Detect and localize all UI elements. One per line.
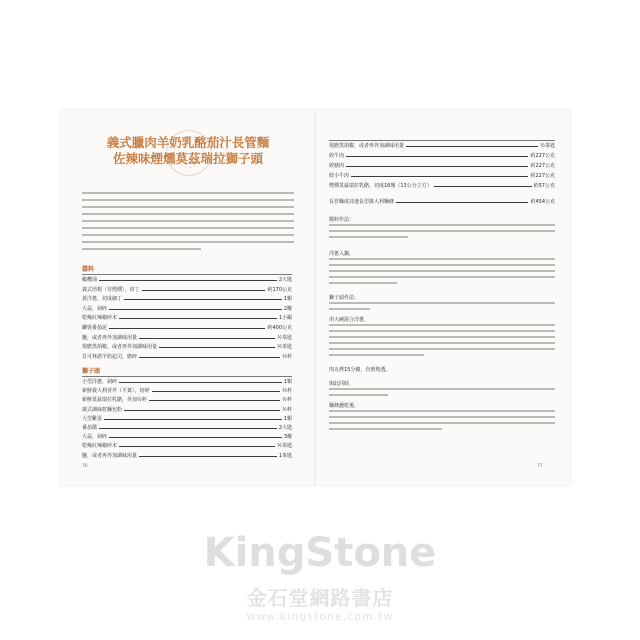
- ingredient-name: 小型洋蔥，剁碎: [82, 379, 118, 385]
- ingredient-row: [82, 396, 292, 405]
- ingredient-amount: ½杯: [282, 388, 292, 395]
- ingredient-row: [82, 424, 292, 433]
- instruction-lead: 獅子頭作法：: [329, 295, 360, 301]
- instruction-paragraph-5: [329, 366, 555, 374]
- ingredient-name: 罐裝番茄泥: [82, 325, 108, 331]
- ingredient-row: [82, 433, 292, 442]
- ingredient-row: [82, 334, 292, 343]
- ingredient-name: 貝可林諾羊奶起司，磨碎: [82, 353, 138, 360]
- ingredient-amount: 約227公克: [530, 173, 555, 179]
- watermark-brand: KingStone: [203, 530, 437, 576]
- ingredient-amount: ½杯: [282, 406, 292, 413]
- page-number-left: 76: [82, 464, 88, 469]
- ingredient-row: [329, 142, 555, 151]
- leader-line: [82, 309, 292, 310]
- ingredient-amount: ½茶匙: [277, 334, 292, 341]
- leader-line: [82, 280, 292, 281]
- ingredient-row: [329, 198, 555, 207]
- ingredient-amount: 1顆: [283, 296, 292, 303]
- ingredient-amount: 2大匙: [278, 425, 292, 431]
- ingredient-name: 絞豬肉: [329, 163, 345, 169]
- ingredient-amount: 約57公克: [533, 183, 555, 189]
- ingredient-row: [82, 353, 292, 362]
- ingredient-amount: 2瓣: [283, 305, 292, 312]
- ingredient-name: 鹽，或者再外加調味用量: [82, 334, 138, 341]
- ingredient-row: [82, 406, 292, 415]
- ingredient-name: 義式調味乾麵包粉: [82, 406, 123, 413]
- ingredient-amount: 約227公克: [530, 163, 555, 169]
- ingredient-row: [82, 387, 292, 396]
- intro-paragraph: [82, 192, 294, 255]
- instruction-paragraph-1: [329, 216, 555, 242]
- ingredient-amount: ½杯: [282, 353, 292, 360]
- ingredient-name: 絞小牛肉: [329, 173, 350, 179]
- ingredient-amount: ½茶匙: [277, 344, 292, 351]
- ingredient-amount: 1顆: [283, 379, 292, 385]
- ingredient-name: 大型雞蛋: [82, 415, 103, 422]
- left-page: [60, 110, 315, 485]
- ingredient-row: [82, 442, 292, 451]
- ingredient-amount: 約454公克: [530, 199, 555, 205]
- ingredient-amount: 1茶匙: [278, 452, 292, 459]
- ingredient-amount: 約227公克: [530, 153, 555, 159]
- leader-line: [329, 156, 555, 157]
- instruction-lead: 麵條瀝乾後，: [329, 403, 360, 409]
- ingredient-amount: 2大匙: [278, 277, 292, 283]
- ingredient-amount: 1顆: [283, 415, 292, 422]
- recipe-title-line2: 佐辣味煙燻莫茲瑞拉獅子頭: [112, 151, 263, 166]
- leader-line: [82, 428, 292, 429]
- page-number-right: 77: [537, 464, 543, 469]
- instruction-lead: 洋蔥入鍋，: [329, 251, 355, 257]
- ingredient-row: [329, 152, 555, 161]
- ingredient-amount: 約170公克: [267, 286, 292, 293]
- section-meatball-label: 獅子頭: [82, 368, 101, 375]
- instruction-paragraph-6: [329, 380, 555, 400]
- ingredient-name: 乾燥紅辣椒碎末: [82, 443, 118, 450]
- ingredient-name: 新鮮莫茲瑞拉乳酪，外加½杯: [82, 397, 147, 404]
- ingredient-name: 絞牛肉: [329, 153, 345, 159]
- leader-line: [82, 437, 292, 438]
- ingredient-row: [82, 305, 292, 314]
- ingredient-row: [329, 182, 555, 191]
- ingredient-row: [82, 314, 292, 323]
- ingredient-row: [82, 276, 292, 285]
- right-page: [315, 110, 570, 485]
- book-spread: [60, 110, 570, 485]
- leader-line: [329, 166, 555, 167]
- leader-line: [329, 176, 555, 177]
- ingredient-row: [82, 378, 292, 387]
- instruction-paragraph-3: [329, 294, 555, 314]
- watermark-name: 金石堂網路書店: [246, 586, 394, 610]
- ingredient-name: 大蒜，剁碎: [82, 305, 108, 312]
- ingredient-row: [329, 162, 555, 171]
- ingredient-name: 煙燻莫茲瑞拉乳酪，切成16塊（13公分立方）: [329, 183, 432, 189]
- ingredient-name: 現磨黑胡椒，或者再外加調味用量: [329, 143, 405, 149]
- section-rule: [329, 140, 555, 141]
- ingredient-row: [82, 343, 292, 352]
- ingredient-row: [82, 324, 292, 333]
- ingredient-amount: ½茶匙: [277, 443, 292, 450]
- ingredient-name: 現磨黑胡椒，或者再外加調味用量: [82, 344, 158, 351]
- recipe-title-line1: 義式臘肉羊奶乳酪茄汁長管麵: [106, 135, 270, 150]
- instruction-lead: 用大碗混合洋蔥，: [329, 317, 370, 323]
- ingredient-amount: 約400公克: [267, 325, 292, 331]
- instruction-lead: 肉丸烤15分鐘，直到熟透。: [329, 367, 391, 373]
- ingredient-name: 乾燥紅辣椒碎末: [82, 315, 118, 322]
- ingredient-row: [82, 452, 292, 461]
- ingredient-amount: ½茶匙: [540, 143, 555, 149]
- instruction-paragraph-7: [329, 402, 555, 434]
- ingredient-name: 大蒜，剁碎: [82, 434, 108, 441]
- ingredient-amount: 1小撮: [278, 315, 292, 322]
- ingredient-row: [82, 295, 292, 304]
- section-rule: [82, 376, 292, 377]
- leader-line: [82, 419, 292, 420]
- ingredient-row: [82, 286, 292, 295]
- ingredient-name: 鹽，或者再外加調味用量: [82, 452, 138, 459]
- ingredient-name: 黃洋蔥，切成細丁: [82, 296, 123, 303]
- ingredient-row: [82, 415, 292, 424]
- instruction-paragraph-2: [329, 250, 555, 288]
- ingredient-name: 橄欖油: [82, 277, 98, 283]
- ingredient-amount: 3瓣: [283, 434, 292, 441]
- leader-line: [82, 328, 292, 329]
- watermark-url: www.kingstone.com.tw: [246, 610, 394, 623]
- instruction-lead: 與此同時，: [329, 381, 355, 387]
- ingredient-name: 長管麵或其他長型義大利麵條: [329, 199, 395, 205]
- instruction-lead: 醬料作法：: [329, 217, 355, 223]
- section-rule: [82, 274, 292, 275]
- ingredient-name: 新鮮義大利香芹（平葉），切碎: [82, 388, 150, 395]
- ingredient-name: 義式培根（非煙燻），切丁: [82, 286, 140, 293]
- ingredient-row: [329, 172, 555, 181]
- section-sauce-label: 醬料: [82, 266, 95, 273]
- instruction-paragraph-4: [329, 316, 555, 360]
- ingredient-amount: ½杯: [282, 397, 292, 404]
- ingredient-name: 番茄醬: [82, 425, 98, 431]
